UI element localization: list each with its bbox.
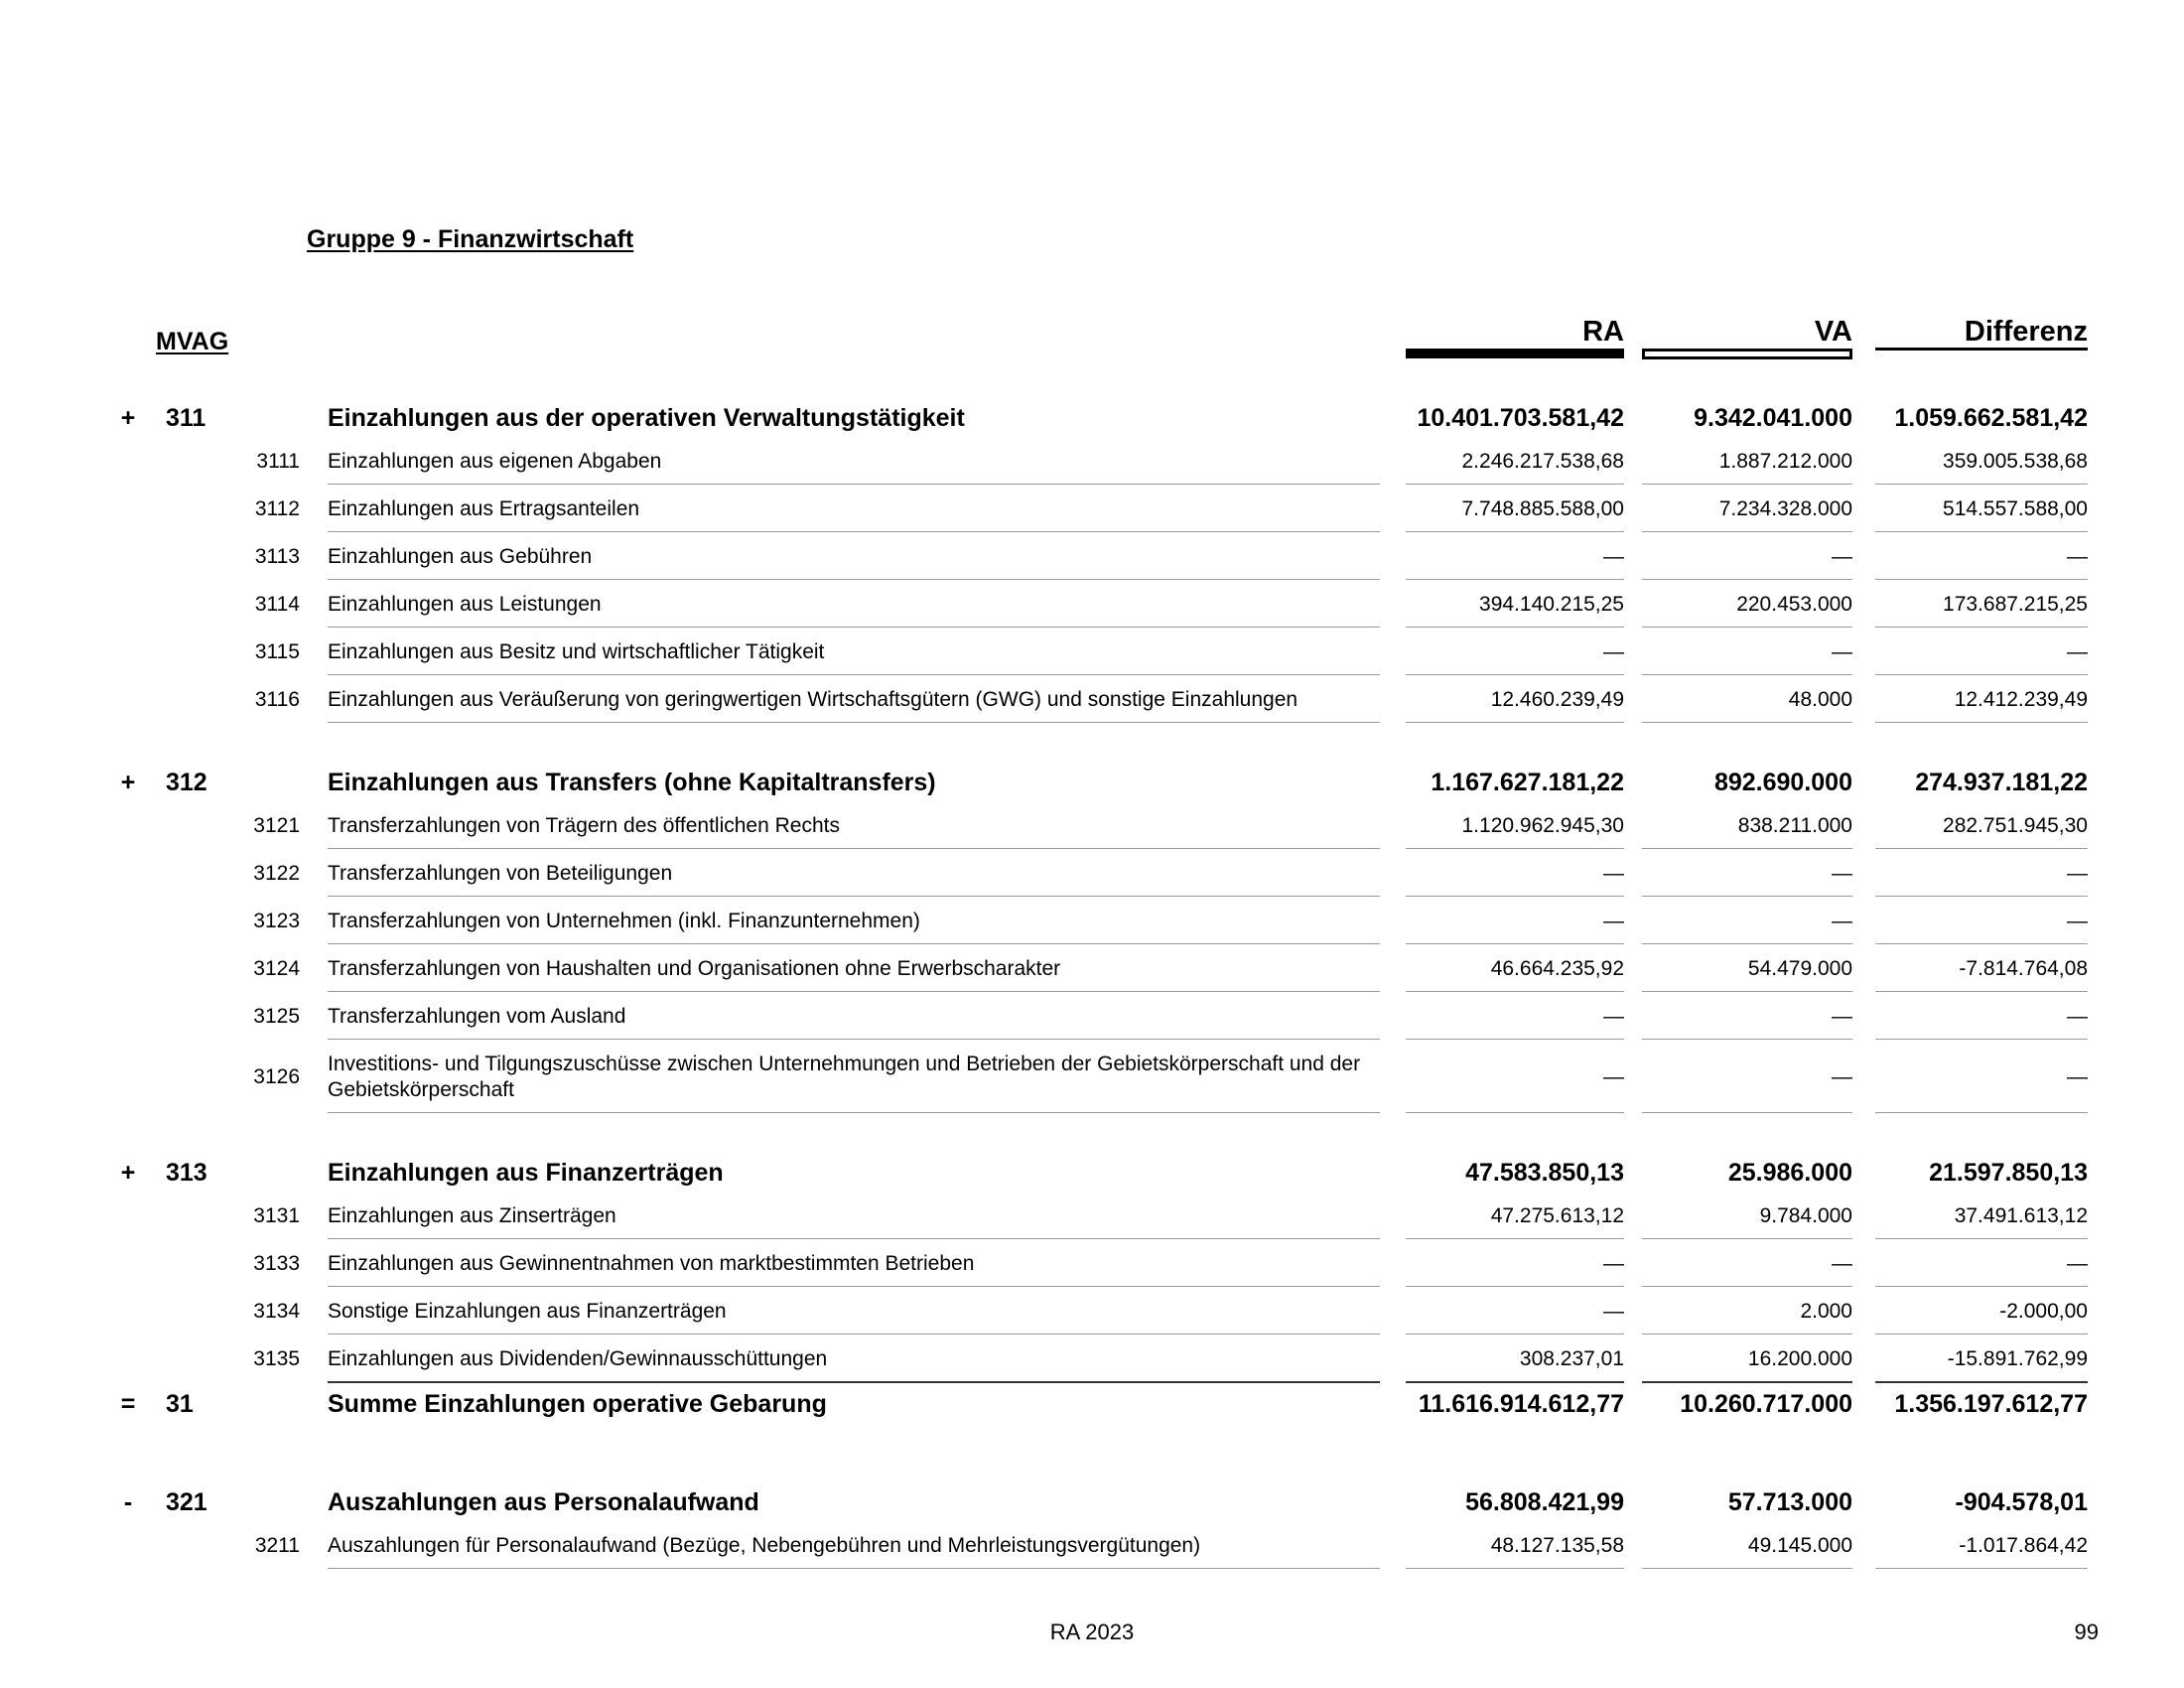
row-sub-code: 3112 [254,497,300,520]
row-va-value: — [1642,631,1852,675]
group-row [0,1154,2184,1192]
row-description: Einzahlungen aus Dividenden/Gewinnausschüttungen [328,1337,1380,1383]
group-row [0,399,2184,437]
row-sub-code: 3211 [254,1534,300,1557]
row-sub-code: 3115 [254,640,300,663]
row-description: Einzahlungen aus Veräußerung von geringwertigen Wirtschaftsgütern (GWG) und sonstige Einzahlungen [328,678,1380,723]
table-row [0,1337,2184,1381]
row-ra-value: 1.120.962.945,30 [1406,804,1624,849]
row-ra-value: 56.808.421,99 [1465,1487,1624,1516]
row-description: Einzahlungen aus Finanzerträgen [328,1159,724,1187]
row-differenz-value: — [1875,1242,2088,1287]
table-row [0,995,2184,1039]
row-differenz-value: 514.557.588,00 [1875,488,2088,532]
row-description: Einzahlungen aus Gebühren [328,535,1380,580]
row-differenz-value: 37.491.613,12 [1875,1195,2088,1239]
row-description: Investitions- und Tilgungszuschüsse zwischen Unternehmungen und Betrieben der Gebietskörperschaft und der Gebietskörperschaft [328,1043,1380,1113]
row-ra-value: — [1406,995,1624,1040]
row-description: Einzahlungen aus Ertragsanteilen [328,488,1380,532]
row-sub-code: 3134 [253,1300,300,1323]
row-va-value: 892.690.000 [1713,768,1852,796]
row-description: Sonstige Einzahlungen aus Finanzerträgen [328,1290,1380,1335]
row-ra-value: 12.460.239,49 [1406,678,1624,723]
row-differenz-value: — [1875,852,2088,897]
column-header-va: VA [1814,316,1852,348]
row-differenz-value: 173.687.215,25 [1875,583,2088,628]
row-differenz-value: — [1875,900,2088,944]
row-sub-code: 3125 [253,1005,300,1028]
row-ra-value: — [1406,1242,1624,1287]
row-ra-value: 1.167.627.181,22 [1431,768,1624,796]
row-description: Einzahlungen aus Besitz und wirtschaftlicher Tätigkeit [328,631,1380,675]
row-sub-code: 3116 [254,688,300,711]
row-description: Einzahlungen aus eigenen Abgaben [328,440,1380,485]
row-ra-value: 47.275.613,12 [1406,1195,1624,1239]
row-ra-value: 11.616.914.612,77 [1418,1389,1624,1418]
row-ra-value: — [1406,852,1624,897]
row-description: Einzahlungen aus Zinserträgen [328,1195,1380,1239]
row-ra-value: — [1406,1043,1624,1113]
row-differenz-value: 1.059.662.581,42 [1894,403,2088,432]
row-differenz-value: 12.412.239,49 [1875,678,2088,723]
row-operator: + [120,1158,136,1187]
row-description: Einzahlungen aus Leistungen [328,583,1380,628]
table-row [0,1043,2184,1112]
row-sub-code: 3122 [253,862,300,885]
row-va-value: — [1642,900,1852,944]
row-ra-value: 2.246.217.538,68 [1406,440,1624,485]
row-operator: + [120,403,136,432]
row-differenz-value: 359.005.538,68 [1875,440,2088,485]
row-ra-value: 394.140.215,25 [1406,583,1624,628]
table-row [0,1242,2184,1286]
row-differenz-value: 21.597.850,13 [1929,1158,2088,1187]
row-va-value: — [1642,1043,1852,1113]
group-row [0,1483,2184,1521]
row-mvag-code: 311 [166,403,206,432]
row-va-value: — [1642,852,1852,897]
footer-report-name: RA 2023 [1049,1619,1135,1644]
table-row [0,900,2184,943]
row-differenz-value: — [1875,995,2088,1040]
table-row [0,1290,2184,1334]
row-sub-code: 3126 [253,1065,300,1088]
table-row [0,535,2184,579]
row-description: Transferzahlungen von Trägern des öffentlichen Rechts [328,804,1380,849]
row-va-value: — [1642,995,1852,1040]
row-sub-code: 3113 [254,545,300,568]
row-va-value: 57.713.000 [1727,1487,1852,1516]
row-differenz-value: -7.814.764,08 [1875,947,2088,992]
group-row [0,764,2184,801]
row-description: Einzahlungen aus der operativen Verwaltungstätigkeit [328,404,965,432]
row-ra-value: 308.237,01 [1406,1337,1624,1383]
row-mvag-code: 31 [166,1389,194,1418]
row-operator: - [123,1487,133,1516]
table-row [0,947,2184,991]
table-row [0,852,2184,896]
row-description: Einzahlungen aus Transfers (ohne Kapitaltransfers) [328,769,936,796]
row-description: Auszahlungen aus Personalaufwand [328,1488,759,1516]
row-va-value: 9.342.041.000 [1694,403,1852,432]
table-row [0,1524,2184,1568]
row-sub-code: 3111 [256,450,300,473]
row-va-value: — [1642,535,1852,580]
row-sub-code: 3135 [253,1347,300,1370]
table-row [0,804,2184,848]
row-differenz-value: -904.578,01 [1955,1487,2088,1516]
row-va-value: 16.200.000 [1642,1337,1852,1383]
row-sub-code: 3114 [254,593,300,616]
row-operator: = [120,1389,136,1418]
row-differenz-value: — [1875,1043,2088,1113]
row-sub-code: 3124 [253,957,300,980]
row-ra-value: — [1406,535,1624,580]
row-differenz-value: — [1875,631,2088,675]
row-ra-value: 46.664.235,92 [1406,947,1624,992]
table-row [0,631,2184,674]
row-description: Transferzahlungen von Beteiligungen [328,852,1380,897]
row-sub-code: 3123 [253,910,300,932]
table-row [0,440,2184,484]
row-va-value: 838.211.000 [1642,804,1852,849]
row-ra-value: — [1406,1290,1624,1335]
mvag-column-label: MVAG [156,328,229,355]
row-va-value: 7.234.328.000 [1642,488,1852,532]
column-header-differenz: Differenz [1964,316,2088,348]
row-va-value: 9.784.000 [1642,1195,1852,1239]
row-differenz-value: -1.017.864,42 [1875,1524,2088,1569]
row-ra-value: — [1406,631,1624,675]
row-sub-code: 3133 [253,1252,300,1275]
row-differenz-value: — [1875,535,2088,580]
row-va-value: 10.260.717.000 [1680,1389,1852,1418]
row-description: Summe Einzahlungen operative Gebarung [328,1390,827,1418]
row-va-value: 1.887.212.000 [1642,440,1852,485]
sum-row [0,1384,2184,1424]
table-row [0,583,2184,627]
row-va-value: 220.453.000 [1642,583,1852,628]
row-description: Transferzahlungen von Unternehmen (inkl. Finanzunternehmen) [328,900,1380,944]
row-mvag-code: 313 [166,1158,207,1187]
row-differenz-value: -15.891.762,99 [1875,1337,2088,1383]
row-va-value: 54.479.000 [1642,947,1852,992]
row-va-value: 25.986.000 [1727,1158,1852,1187]
row-va-value: 2.000 [1642,1290,1852,1335]
row-ra-value: — [1406,900,1624,944]
row-ra-value: 48.127.135,58 [1406,1524,1624,1569]
row-description: Einzahlungen aus Gewinnentnahmen von marktbestimmten Betrieben [328,1242,1380,1287]
row-mvag-code: 312 [166,768,207,796]
row-va-value: — [1642,1242,1852,1287]
row-mvag-code: 321 [166,1487,207,1516]
table-row [0,1195,2184,1238]
row-differenz-value: 1.356.197.612,77 [1894,1389,2088,1418]
table-row [0,488,2184,531]
row-operator: + [120,768,136,796]
page-number: 99 [2074,1619,2099,1644]
group-title: Gruppe 9 - Finanzwirtschaft [307,225,634,253]
table-row [0,678,2184,722]
row-va-value: 49.145.000 [1642,1524,1852,1569]
row-ra-value: 7.748.885.588,00 [1406,488,1624,532]
row-ra-value: 10.401.703.581,42 [1417,403,1624,432]
row-ra-value: 47.583.850,13 [1465,1158,1624,1187]
row-differenz-value: 282.751.945,30 [1875,804,2088,849]
row-differenz-value: 274.937.181,22 [1915,768,2088,796]
row-description: Transferzahlungen von Haushalten und Organisationen ohne Erwerbscharakter [328,947,1380,992]
column-header-ra: RA [1582,316,1624,348]
row-va-value: 48.000 [1642,678,1852,723]
row-differenz-value: -2.000,00 [1875,1290,2088,1335]
row-description: Transferzahlungen vom Ausland [328,995,1380,1040]
row-sub-code: 3121 [253,814,300,837]
row-sub-code: 3131 [253,1204,300,1227]
row-description: Auszahlungen für Personalaufwand (Bezüge, Nebengebühren und Mehrleistungsvergütungen) [328,1524,1380,1569]
